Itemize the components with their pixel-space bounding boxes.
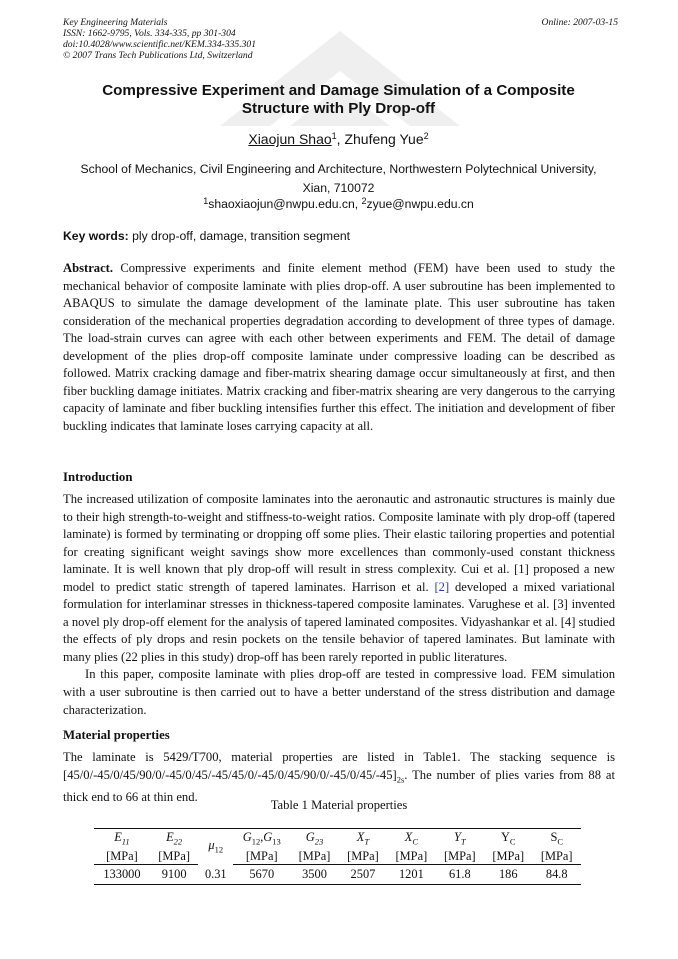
affiliation (63, 160, 614, 198)
table-row (94, 865, 581, 885)
col-xt: $X_T$ (339, 829, 387, 849)
value-cell: 186 (484, 865, 532, 885)
col-yt: $Y_T$ (436, 829, 484, 849)
introduction-paragraph-2: In this paper, composite laminate with plies drop-off are tested in compressive load. FEM simulation with a user subroutine is then carried out to have a better understand of the stress distribution and damage characterization. (63, 667, 615, 717)
intro-text-b: developed a mixed variational formulation for interlaminar stresses in thickness-tapered composite laminates. Varughese et al. [3] invented a novel ply drop-off element for the analysis of tapered laminated composites. Vidyashankar et al. [4] studied the effects of ply drops and resin pockets on the tensile behavior of tapered laminates. But laminate with many plies (22 plies in this study) drop-off has been rarely reported in public literatures. (63, 579, 615, 664)
table-symbol-row (94, 829, 581, 849)
paper-title (63, 82, 614, 118)
table-units-row (94, 849, 581, 865)
email-2-mark: 2 (361, 196, 367, 206)
author-1-affiliation-mark: 1 (331, 131, 337, 141)
journal-header (63, 17, 618, 61)
online-date: Online: 2007-03-15 (541, 17, 618, 28)
author-emails (63, 197, 614, 212)
author-list (63, 130, 614, 148)
unit-cell: [MPa] (290, 849, 338, 865)
unit-cell: [MPa] (233, 849, 290, 865)
value-cell: 9100 (150, 865, 198, 885)
value-cell: 0.31 (198, 865, 233, 885)
material-properties-heading: Material properties (63, 728, 170, 742)
col-sc: $S_C$ (532, 829, 581, 849)
author-2-affiliation-mark: 2 (423, 131, 429, 141)
unit-cell: [MPa] (387, 849, 435, 865)
unit-cell: [MPa] (94, 849, 150, 865)
introduction-paragraph-1 (63, 491, 615, 666)
stacking-subscript: 2s (396, 774, 405, 785)
abstract-label: Abstract. (63, 261, 114, 275)
abstract-text: Compressive experiments and finite element method (FEM) have been used to study the mechanical behavior of composite laminate with plies drop-off. A user subroutine has been implemented to ABAQUS to simulate the damage development of the laminate plate. This user subroutine has taken consideration of the mechanical properties degradation according to development of three types of damage. The load-strain curves can agree with each other between experiments and FEM. The detail of damage development of the plies drop-off composite laminate under compressive loading can be described as followed. Matrix cracking damage and fiber-matrix shearing damage occur simultaneously at first, and then fiber buckling damage initiates. Matrix cracking and fiber-matrix shearing are very dangerous to the carrying capacity of laminate and fiber buckling intensifies further this effect. The initiation and development of fiber buckling indicates that laminate loses carrying capacity at all. (63, 261, 615, 433)
abstract (63, 260, 615, 435)
value-cell: 61.8 (436, 865, 484, 885)
table-caption: Table 1 Material properties (270, 798, 408, 812)
affiliation-line-2: Xian, 710072 (302, 181, 375, 195)
introduction-heading: Introduction (63, 470, 133, 484)
title-line-2: Structure with Ply Drop-off (241, 100, 436, 117)
value-cell: 133000 (94, 865, 150, 885)
affiliation-line-1: School of Mechanics, Civil Engineering and Architecture, Northwestern Polytechnical University, (80, 162, 597, 176)
unit-cell: [MPa] (150, 849, 198, 865)
introduction-body (63, 491, 615, 719)
col-e22: $E_{22}$ (150, 829, 198, 849)
value-cell: 5670 (233, 865, 290, 885)
value-cell: 3500 (290, 865, 338, 885)
author-2: Zhufeng Yue (344, 131, 424, 147)
issn-line: ISSN: 1662-9795, Vols. 334-335, pp 301-304 (63, 28, 236, 39)
material-properties-table (94, 828, 581, 885)
title-line-1: Compressive Experiment and Damage Simulation of a Composite (102, 82, 575, 99)
email-2[interactable]: zyue@nwpu.edu.cn (366, 197, 474, 211)
material-text-b: . The number of plies varies from 88 at thick end to 66 at thin end. (63, 767, 615, 804)
copyright-line: © 2007 Trans Tech Publications Ltd, Switzerland (63, 50, 253, 61)
keywords-text: ply drop-off, damage, transition segment (128, 229, 351, 243)
email-1[interactable]: shaoxiaojun@nwpu.edu.cn, (208, 197, 362, 211)
col-e11: $E_{11}$ (94, 829, 150, 849)
author-separator: , (336, 131, 345, 147)
unit-cell: [MPa] (436, 849, 484, 865)
value-cell: 1201 (387, 865, 435, 885)
keywords-label: Key words: (63, 229, 129, 243)
value-cell: 2507 (339, 865, 387, 885)
value-cell: 84.8 (532, 865, 581, 885)
reference-link-2[interactable]: [2] (434, 579, 450, 594)
journal-name: Key Engineering Materials (63, 17, 168, 28)
col-g12-g13: $G_{12},G_{13}$ (233, 829, 290, 849)
col-yc: $Y_C$ (484, 829, 532, 849)
doi-line: doi:10.4028/www.scientific.net/KEM.334-335.301 (63, 39, 257, 50)
col-xc: $X_C$ (387, 829, 435, 849)
intro-text-a: The increased utilization of composite laminates into the aeronautic and astronautic structures is mainly due to their high strength-to-weight and stiffness-to-weight ratios. Composite laminate with ply drop-off (tapered laminate) is formed by terminating or dropping off some plies. Their elastic tailoring properties and potential for creating significant weight savings show more excellences than commonly-used constant thickness laminate. It is well known that ply drop-off will result in stress complexity. Cui et al. [1] proposed a new model to predict static strength of tapered laminates. Harrison et al. (63, 492, 615, 594)
unit-cell: [MPa] (339, 849, 387, 865)
unit-cell: [MPa] (484, 849, 532, 865)
col-mu12: $\mu_{12}$ (198, 829, 233, 865)
author-1[interactable]: Xiaojun Shao (248, 131, 332, 147)
material-text-a: The laminate is 5429/T700, material properties are listed in Table1. The stacking sequence is [45/0/-45/0/45/90/0/-45/0/45/-45/45/0/-45/0/45/90/0/-45/0/45/-45] (63, 750, 615, 782)
unit-cell: [MPa] (532, 849, 581, 865)
email-1-mark: 1 (203, 196, 209, 206)
col-g23: $G_{23}$ (290, 829, 338, 849)
keywords (63, 228, 614, 244)
